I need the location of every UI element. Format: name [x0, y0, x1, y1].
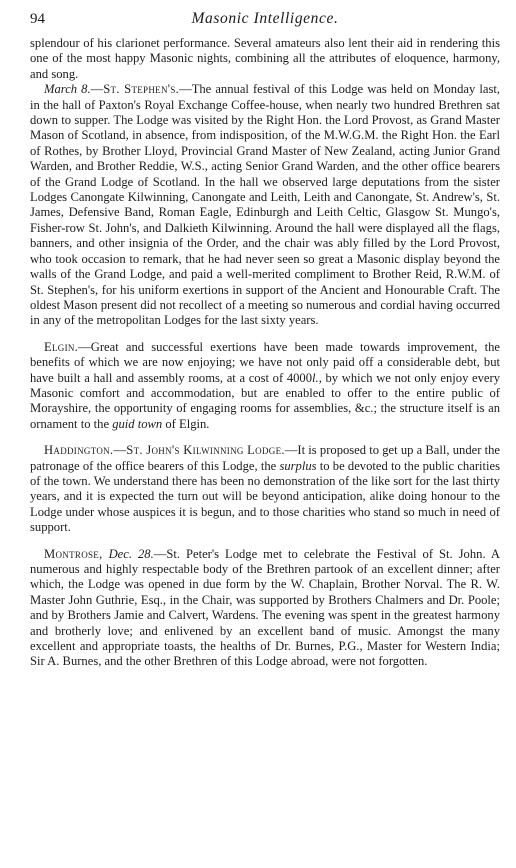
intro-paragraph: [30, 36, 500, 82]
intro-text: splendour of his clarionet performance. Several amateurs also lent their aid in rendering this one of the most happy Masonic nights, combining all the attributes of eloquence, harmony, and song.: [30, 36, 500, 81]
article-body: [30, 36, 500, 670]
elgin-text-c: of Elgin.: [162, 416, 210, 431]
haddington-title: Haddington.—St. John's Kilwinning Lodge.: [44, 443, 285, 458]
elgin-guid-town: guid town: [112, 416, 163, 431]
book-page: [30, 10, 500, 670]
st-stephens-dash: —: [90, 82, 104, 97]
montrose-text: —St. Peter's Lodge met to celebrate the Festival of St. John. A numerous and highly respectable body of the Brethren partook of an excellent dinner; after which, the Lodge was opened in due form by the W. Chaplain, Brother Norval. The R. W. Master John Guthrie, Esq., in the Chair, was supported by Brothers Chalmers and Dr. Poole; and by Brothers Jamie and Calvert, Wardens. The evening was spent in the greatest harmony and brotherly love; and enlivened by an excellent band of music. Amongst the many excellent and appropriate toasts, the healths of Dr. Burnes, P.G., Master for Western India; Sir A. Burnes, and the other Brethren of this Lodge abroad, were not forgotten.: [30, 546, 500, 669]
montrose-title: Montrose,: [44, 546, 103, 561]
haddington-paragraph: [30, 443, 500, 535]
haddington-surplus: surplus: [279, 458, 317, 473]
st-stephens-date: March 8.: [44, 82, 91, 97]
montrose-paragraph: [30, 547, 500, 670]
st-stephens-text: —The annual festival of this Lodge was held on Monday last, in the hall of Paxton's Royal Exchange Coffee-house, when nearly two hundred Brethren sat down to supper. The Lodge was visited by the Right Hon. the Lord Provost, as Grand Master Mason of Scotland, in absence, from indisposition, of the M.W.G.M. the Right Hon. the Earl of Rothes, by Brother Lloyd, Provincial Grand Master of New Zealand, acting Junior Grand Warden, and Brother Reddie, W.S., acting Senior Grand Warden, and the other office bearers of the Grand Lodge of Scotland. In the hall we observed large deputations from the sister Lodges Canongate Kilwinning, Canongate and Leith, Leith and Canongate, St. Andrew's, St. James, Defensive Band, Roman Eagle, Edinburgh and Leith Celtic, Glasgow St. Mungo's, Fisher-row St. John's, and Dalkieth Kilwinning. Around the hall were displayed all the flags, banners, and other insignia of the Order, and the chair was ably filled by the Lord Provost, who took occasion to remark, that he had never seen so great a Masonic display beyond the walls of the Grand Lodge, and paid a well-merited compliment to Brother Reid, R.W.M. of St. Stephen's, for his uniform exertions in support of the Ancient and Honourable Craft. The oldest Mason present did not recollect of a meeting so numerous and cordial having occurred in any of the metropolitan Lodges for the last sixty years.: [30, 82, 500, 328]
montrose-date: Dec. 28.: [108, 546, 154, 561]
haddington-section: [30, 443, 500, 535]
st-stephens-title: St. Stephen's.: [103, 82, 180, 97]
elgin-text-b: , by which we not only enjoy every Masonic comfort and accommodation, but are enabled to offer to the entire public of Morayshire, the opportunity of engaging rooms for assemblies, &c.; the structure itself is an ornament to the: [30, 370, 500, 431]
running-head: Masonic Intelligence.: [191, 10, 339, 27]
elgin-title: Elgin.: [44, 339, 79, 354]
elgin-text-a: —Great and successful exertions have been made towards improvement, the benefits of which we are now enjoying; we have not only paid off a considerable debt, but have built a hall and assembly rooms, at a cost of 4000: [30, 339, 500, 385]
montrose-section: [30, 547, 500, 670]
st-stephens-paragraph: [30, 82, 500, 329]
elgin-pounds: l.: [312, 370, 319, 385]
elgin-paragraph: [30, 340, 500, 432]
haddington-text-a: —It is proposed to get up a Ball, under the patronage of the office bearers of this Lodge, the: [30, 443, 500, 473]
page-number: 94: [30, 11, 45, 27]
haddington-text-b: to be devoted to the public charities of the town. We understand there has been no demonstration of the like sort for the last thirty years, and it is expected the turn out will be beyond anticipation, alike doing honour to the Lodge under whose auspices it is begun, and to those charities who stand so much in need of support.: [30, 458, 500, 535]
elgin-section: [30, 340, 500, 432]
page-header: [30, 10, 500, 32]
